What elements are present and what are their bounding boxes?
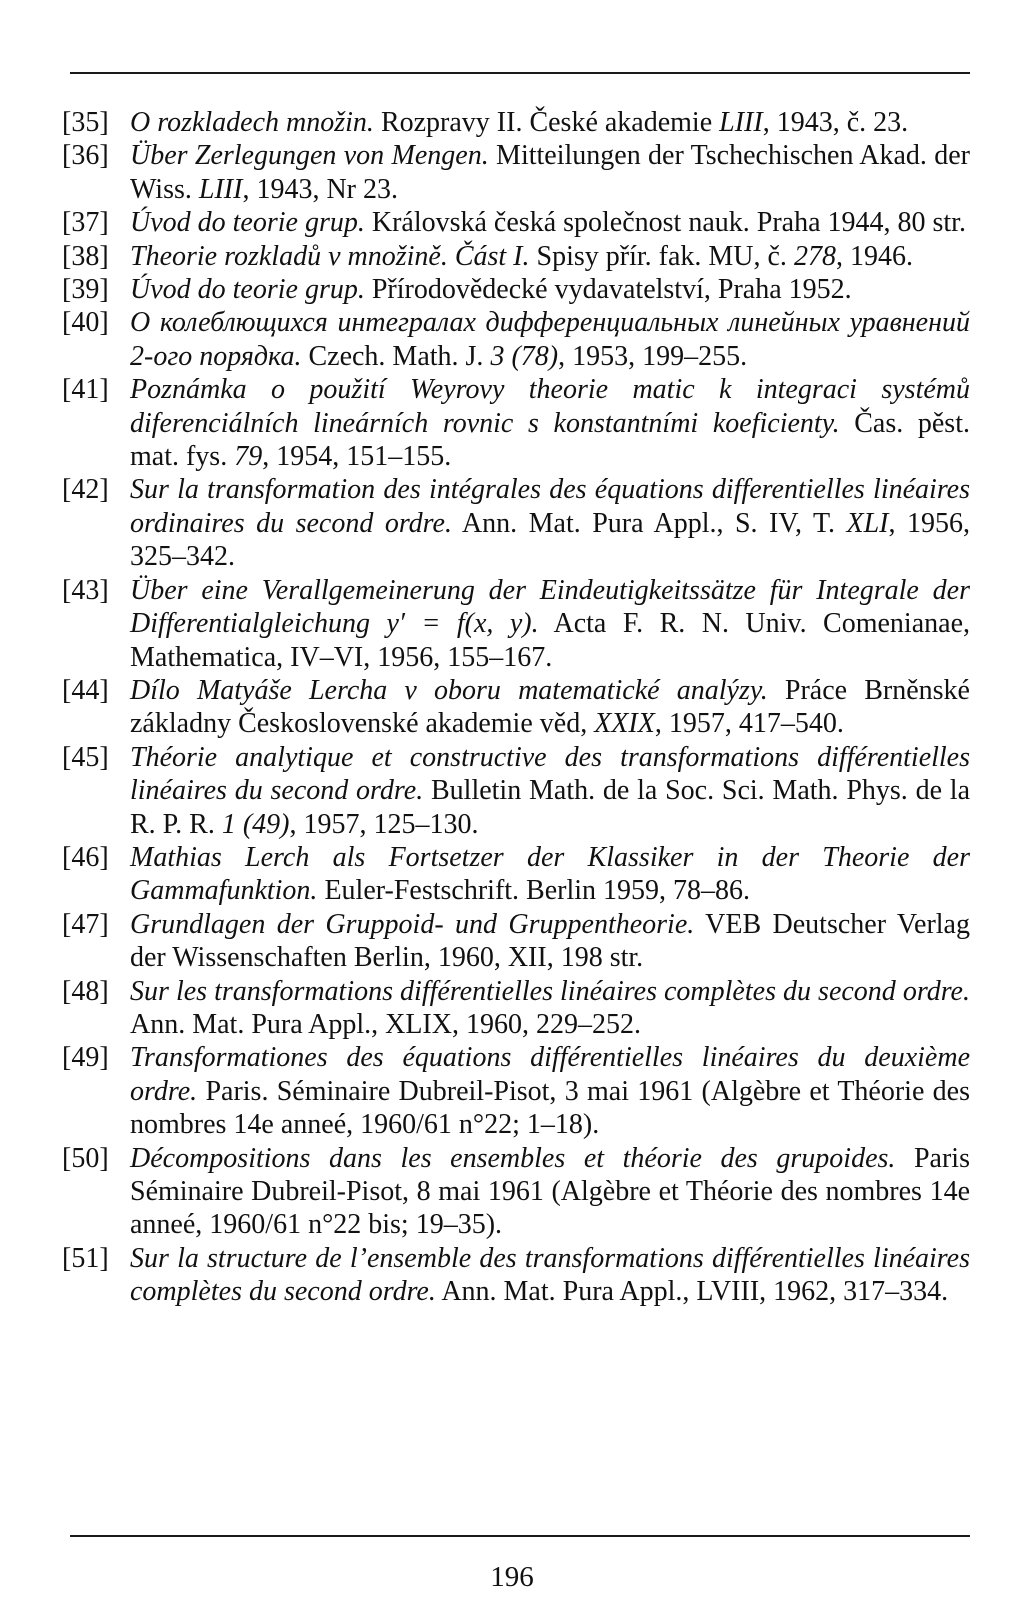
reference-text: [130, 1242, 970, 1309]
reference-item: [62, 473, 970, 573]
reference-tail: , 1943, Nr 23.: [242, 173, 398, 205]
reference-tail: , 1956, 325–342.: [130, 507, 970, 573]
reference-number: [44]: [62, 674, 109, 706]
reference-title: Poznámka o použití Weyrovy theorie matic k integraci systémů diferenciálních lineárních rovnic s konstantními koeficienty.: [130, 374, 970, 439]
bottom-rule: [70, 1535, 970, 1537]
reference-item: [62, 1142, 970, 1242]
reference-source: Čas. pěst. mat. fys.: [130, 407, 970, 473]
reference-title: Grundlagen der Gruppoid- und Gruppentheorie.: [130, 908, 695, 940]
reference-text: [130, 240, 970, 273]
reference-text: [130, 674, 970, 741]
reference-number: [47]: [62, 908, 109, 940]
reference-item: [62, 908, 970, 975]
reference-source: VEB Deutscher Verlag der Wissenschaften Berlin, 1960, XII, 198 str.: [130, 908, 970, 974]
reference-source: Paris. Séminaire Dubreil-Pisot, 3 mai 1961 (Algèbre et Théorie des nombres 14e anneé, 1960/61 n°22; 1–18).: [130, 1075, 970, 1141]
reference-volume: 79: [234, 441, 263, 473]
reference-text: [130, 1041, 970, 1141]
reference-title: Sur la structure de l’ensemble des transformations différentielles linéaires complètes du second ordre.: [130, 1242, 970, 1308]
reference-title: Theorie rozkladů v množině. Část I.: [130, 240, 530, 272]
reference-text: [130, 373, 970, 473]
reference-tail: , 1957, 417–540.: [654, 708, 844, 740]
reference-title: Über eine Verallgemeinerung der Eindeutigkeitssätze für Integrale der Differentialgleichung y′ = f(x, y).: [130, 574, 970, 640]
reference-text: [130, 574, 970, 674]
reference-text: [130, 975, 970, 1042]
reference-source: Přírodovědecké vydavatelství, Praha 1952.: [364, 274, 852, 306]
reference-number: [45]: [62, 741, 109, 773]
reference-source: Euler-Festschrift. Berlin 1959, 78–86.: [317, 875, 751, 907]
reference-volume: 278: [793, 240, 836, 272]
reference-item: [62, 741, 970, 841]
reference-source: Rozpravy II. České akademie: [373, 107, 720, 138]
reference-source: Acta F. R. N. Univ. Comenianae, Mathematica, IV–VI, 1956, 155–167.: [130, 608, 970, 673]
reference-source: Ann. Mat. Pura Appl., XLIX, 1960, 229–252.: [130, 1008, 641, 1040]
reference-item: [62, 674, 970, 741]
reference-number: [49]: [62, 1042, 109, 1074]
reference-item: [62, 206, 970, 239]
reference-number: [42]: [62, 474, 109, 506]
reference-number: [51]: [62, 1242, 109, 1274]
reference-title: Décompositions dans les ensembles et théorie des grupoides.: [130, 1142, 896, 1174]
reference-tail: , 1943, č. 23.: [762, 107, 909, 138]
reference-volume: XLI: [846, 507, 889, 539]
reference-title: Sur la transformation des intégrales des équations differentielles linéaires ordinaires du second ordre.: [130, 474, 970, 539]
reference-item: [62, 240, 970, 273]
reference-item: [62, 139, 970, 206]
reference-volume: XXIX: [594, 708, 655, 740]
reference-item: [62, 841, 970, 908]
reference-tail: , 1957, 125–130.: [289, 808, 479, 840]
reference-source: Ann. Mat. Pura Appl., LVIII, 1962, 317–334.: [435, 1276, 949, 1308]
reference-source: Paris Séminaire Dubreil-Pisot, 8 mai 1961 (Algèbre et Théorie des nombres 14e anneé, 1960/61 n°22 bis; 19–35).: [130, 1142, 970, 1241]
reference-list: [62, 106, 970, 1309]
reference-text: [130, 306, 970, 373]
reference-volume: 1 (49): [221, 808, 290, 840]
reference-number: [46]: [62, 841, 109, 873]
reference-volume: 3 (78): [490, 340, 559, 372]
reference-number: [38]: [62, 240, 109, 272]
reference-title: Transformationes des équations différentielles linéaires du deuxième ordre.: [130, 1042, 970, 1107]
reference-number: [35]: [62, 107, 109, 138]
reference-volume: LIII: [719, 107, 763, 138]
reference-source: Královská česká společnost nauk. Praha 1944, 80 str.: [364, 207, 966, 239]
reference-text: [130, 1142, 970, 1242]
reference-title: Dílo Matyáše Lercha v oboru matematické analýzy.: [130, 674, 768, 706]
reference-item: [62, 975, 970, 1042]
reference-item: [62, 106, 970, 139]
reference-source: Spisy přír. fak. MU, č.: [529, 240, 794, 272]
reference-source: Czech. Math. J.: [301, 340, 491, 372]
reference-source: Bulletin Math. de la Soc. Sci. Math. Phys. de la R. P. R.: [130, 775, 970, 840]
reference-item: [62, 1041, 970, 1141]
reference-number: [41]: [62, 374, 109, 406]
reference-number: [50]: [62, 1142, 109, 1174]
reference-number: [43]: [62, 574, 109, 606]
reference-number: [37]: [62, 207, 109, 239]
reference-number: [39]: [62, 274, 109, 306]
reference-volume: LIII: [198, 173, 243, 205]
reference-text: [130, 106, 970, 139]
reference-number: [36]: [62, 140, 109, 172]
page-number: 196: [490, 1561, 534, 1593]
top-rule: [70, 72, 970, 74]
reference-source: Mitteilungen der Tschechischen Akad. der Wiss.: [130, 140, 971, 205]
reference-item: [62, 1242, 970, 1309]
reference-number: [40]: [62, 307, 109, 339]
reference-text: [130, 908, 970, 975]
reference-item: [62, 306, 970, 373]
reference-item: [62, 574, 970, 674]
reference-text: [130, 741, 970, 841]
reference-tail: , 1954, 151–155.: [262, 441, 452, 473]
reference-item: [62, 373, 970, 473]
reference-item: [62, 273, 970, 306]
reference-text: [130, 473, 970, 573]
reference-number: [48]: [62, 975, 109, 1007]
reference-title: O rozkladech množin.: [130, 107, 374, 138]
reference-title: Théorie analytique et constructive des transformations différentielles linéaires du second ordre.: [130, 741, 970, 807]
reference-text: [130, 206, 970, 239]
reference-title: О колеблющихся интегралах дифференциальных линейных уравнений 2-ого порядка.: [130, 307, 970, 372]
reference-tail: , 1946.: [835, 240, 913, 272]
reference-title: Úvod do teorie grup.: [130, 274, 365, 306]
reference-text: [130, 273, 970, 306]
reference-title: Úvod do teorie grup.: [130, 207, 365, 239]
reference-tail: , 1953, 199–255.: [558, 340, 748, 372]
reference-source: Práce Brněnské základny Československé akademie věd,: [130, 674, 970, 740]
reference-text: [130, 139, 970, 206]
reference-text: [130, 841, 970, 908]
reference-title: Sur les transformations différentielles linéaires complètes du second ordre.: [130, 975, 970, 1007]
reference-title: Mathias Lerch als Fortsetzer der Klassiker in der Theorie der Gammafunktion.: [130, 841, 970, 907]
reference-source: Ann. Mat. Pura Appl., S. IV, T.: [451, 507, 847, 539]
reference-title: Über Zerlegungen von Mengen.: [130, 140, 489, 172]
